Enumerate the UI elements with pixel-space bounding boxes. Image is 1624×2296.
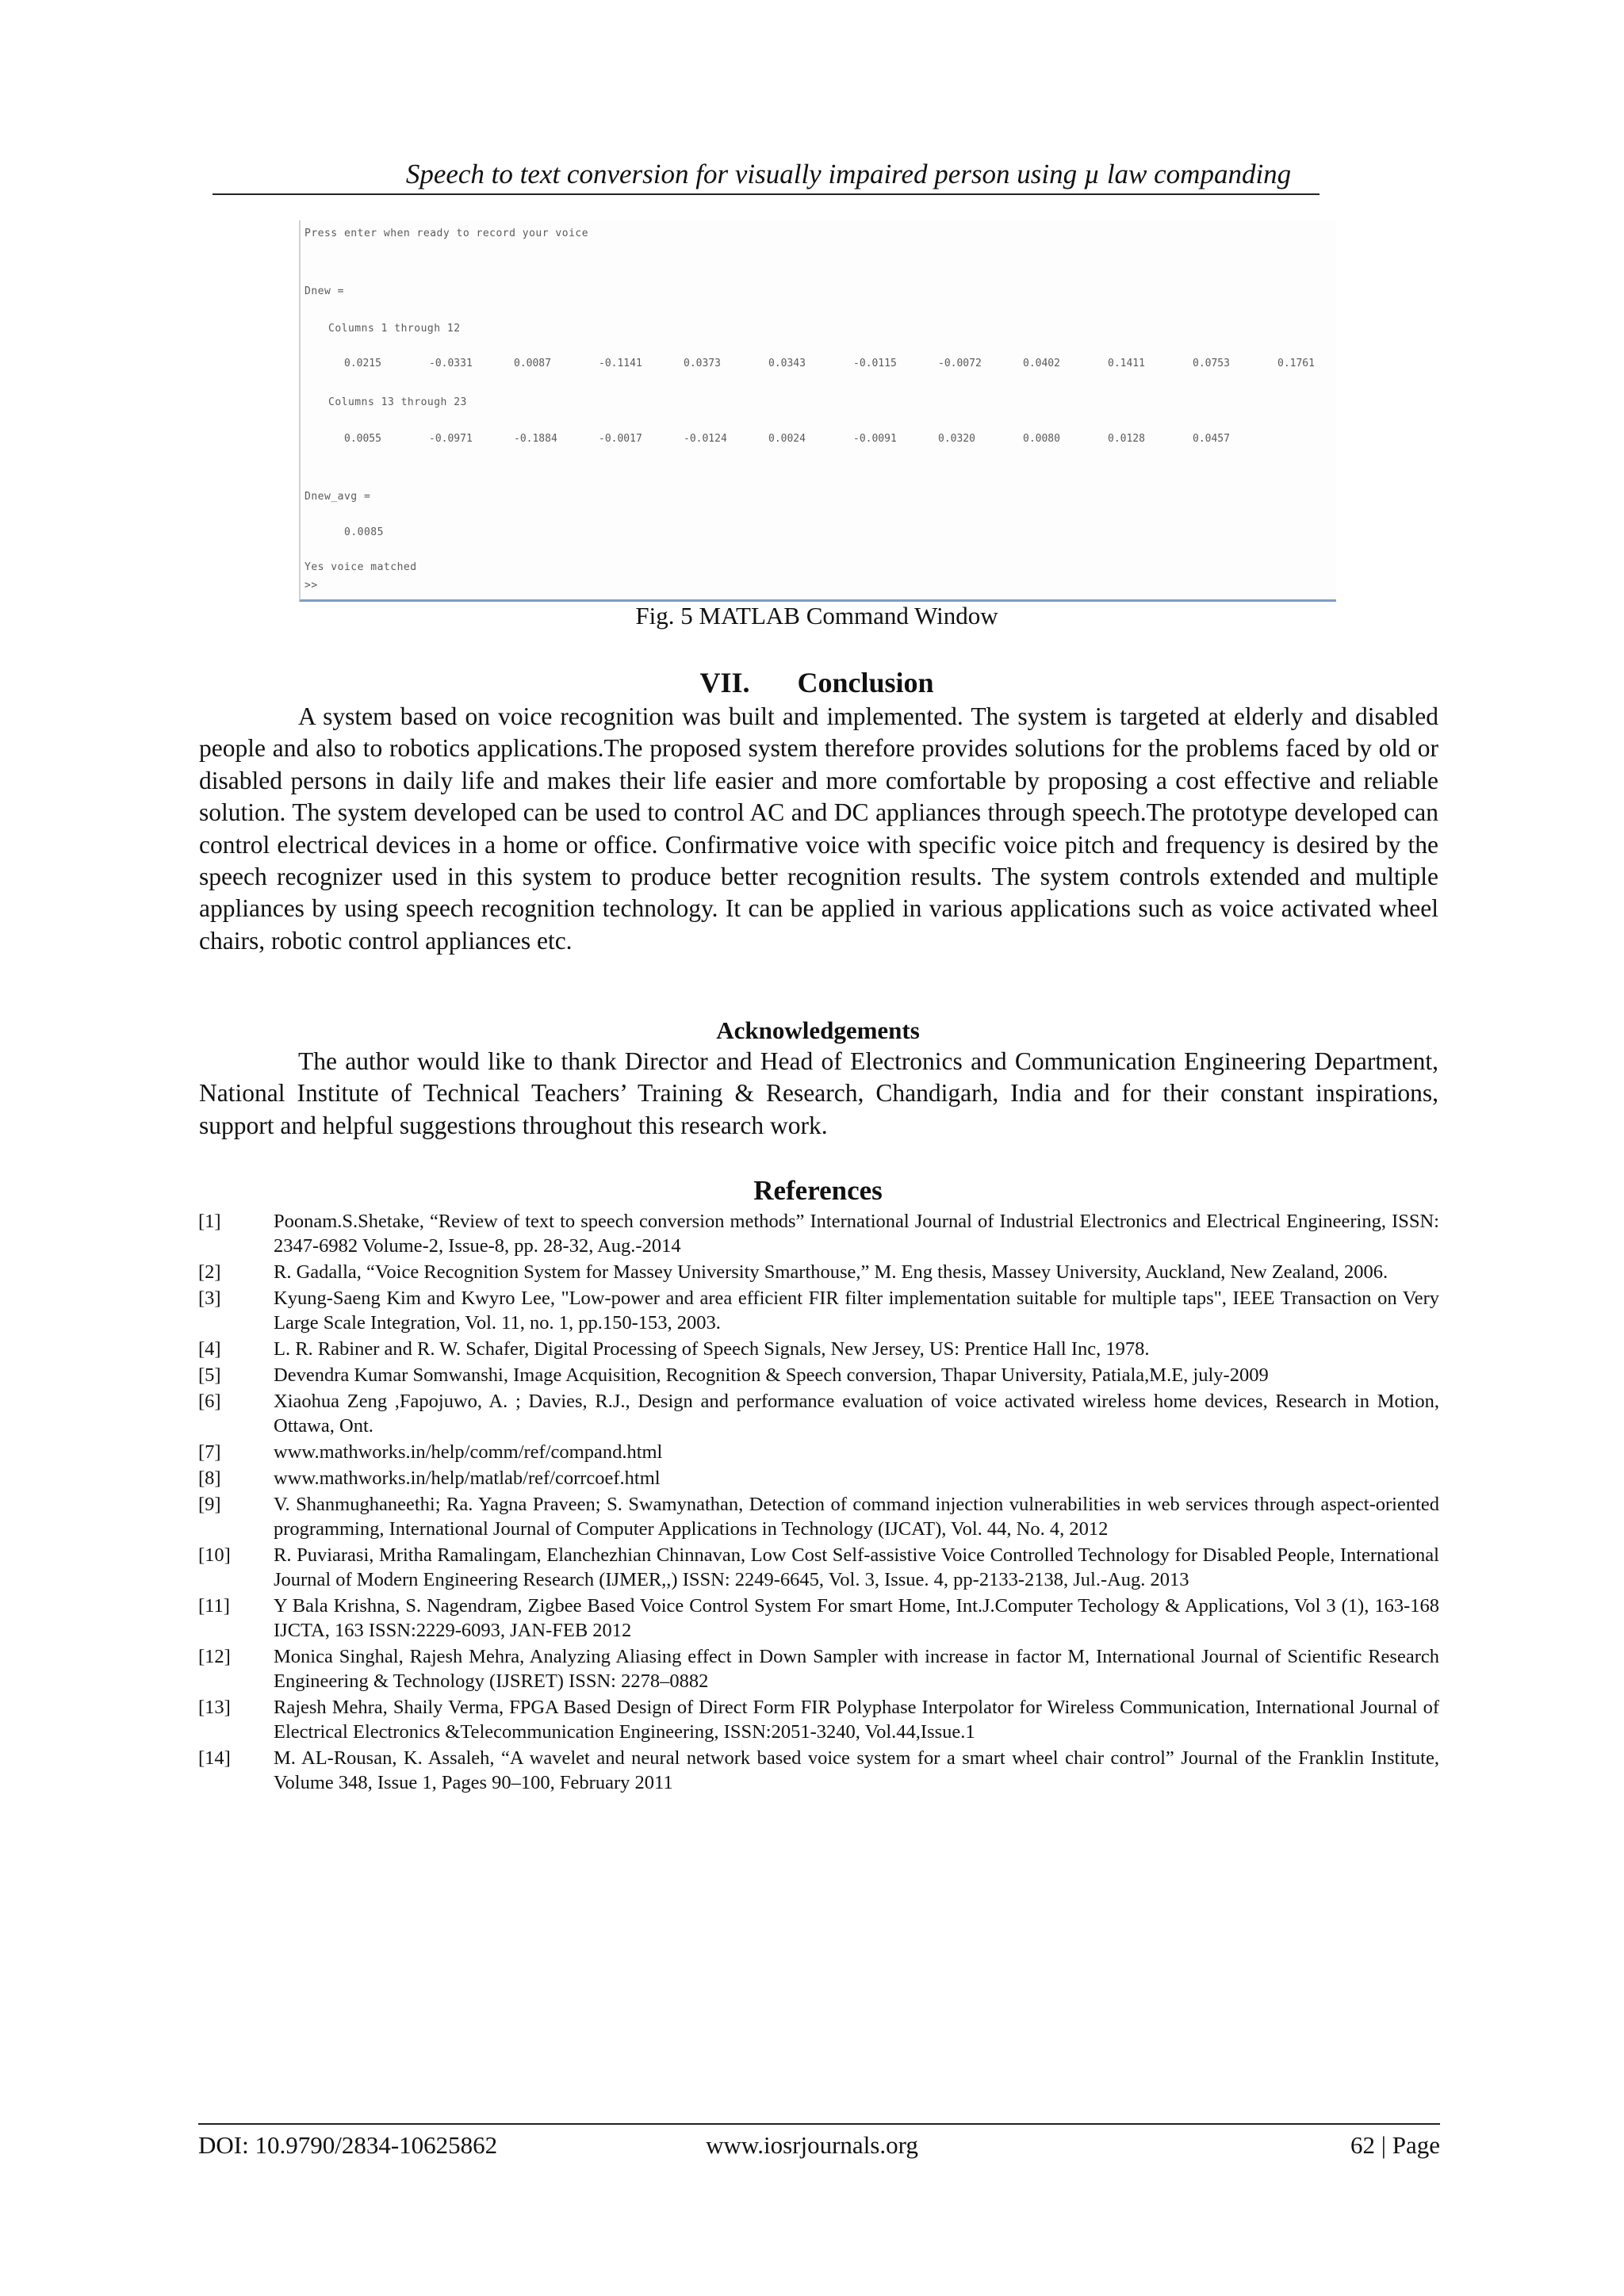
header-divider: [213, 193, 1320, 195]
matlab-value: 0.0457: [1193, 433, 1230, 445]
matlab-value: 0.0024: [768, 433, 806, 445]
matlab-value: -0.0017: [599, 433, 642, 445]
reference-item: [198, 1695, 1439, 1744]
reference-number: [1]: [198, 1211, 221, 1232]
matlab-value: -0.0115: [853, 358, 897, 369]
reference-item: [198, 1286, 1439, 1335]
footer-website: www.iosrjournals.org: [706, 2131, 918, 2159]
footer-page-number: 62 | Page: [1350, 2131, 1440, 2159]
reference-item: [198, 1594, 1439, 1643]
matlab-value: 0.0087: [514, 358, 551, 369]
reference-number: [9]: [198, 1494, 221, 1515]
reference-text: M. AL-Rousan, K. Assaleh, “A wavelet and neural network based voice system for a smart wheel chair control” Journal of the Franklin Institute, Volume 348, Issue 1, Pages 90–100, February 2011: [274, 1747, 1439, 1793]
reference-text: R. Gadalla, “Voice Recognition System for Massey University Smarthouse,” M. Eng thesis, Massey University, Auckland, New Zealand, 2006.: [274, 1261, 1388, 1283]
reference-item: [198, 1337, 1439, 1361]
reference-list: [198, 1209, 1439, 1797]
conclusion-paragraph: A system based on voice recognition was built and implemented. The system is targeted at elderly and disabled people and also to robotics applications.The proposed system therefore provides solutions for the problems faced by old or disabled persons in daily life and makes their life easier and more comfortable by proposing a cost effective and reliable solution. The system developed can be used to control AC and DC appliances through speech.The prototype developed can control electrical devices in a home or office. Confirmative voice with specific voice pitch and frequency is desired by the speech recognizer used in this system to produce better recognition results. The system controls extended and multiple appliances by using speech recognition technology. It can be applied in various applications such as voice activated wheel chairs, robotic control appliances etc.: [199, 702, 1438, 955]
matlab-value: 0.0373: [684, 358, 721, 369]
matlab-value: 0.0343: [768, 358, 806, 369]
matlab-prompt-line: Press enter when ready to record your voice: [304, 228, 589, 239]
matlab-value: 0.1761: [1277, 358, 1315, 369]
matlab-command-window-figure: [299, 220, 1336, 602]
reference-text: www.mathworks.in/help/matlab/ref/corrcoef.html: [274, 1468, 661, 1489]
conclusion-heading: [198, 663, 1435, 702]
reference-number: [14]: [198, 1747, 231, 1769]
reference-number: [3]: [198, 1288, 221, 1309]
reference-text: Monica Singhal, Rajesh Mehra, Analyzing Aliasing effect in Down Sampler with increase in factor M, International Journal of Scientific Research Engineering & Technology (IJSRET) ISSN: 2278–0882: [274, 1646, 1439, 1692]
reference-item: [198, 1746, 1439, 1795]
reference-item: [198, 1209, 1439, 1258]
matlab-value: 0.0215: [344, 358, 381, 369]
matlab-value: 0.0080: [1023, 433, 1060, 445]
reference-text: L. R. Rabiner and R. W. Schafer, Digital Processing of Speech Signals, New Jersey, US: Prentice Hall Inc, 1978.: [274, 1338, 1150, 1360]
matlab-value: -0.0331: [429, 358, 473, 369]
matlab-value: -0.1884: [514, 433, 557, 445]
reference-item: [198, 1440, 1439, 1464]
matlab-value: 0.0055: [344, 433, 381, 445]
acknowledgements-paragraph: The author would like to thank Director and Head of Electronics and Communication Engineering Department, National Institute of Technical Teachers’ Training & Research, Chandigarh, India and for their constant inspirations, support and helpful suggestions throughout this research work.: [199, 1047, 1438, 1139]
reference-number: [6]: [198, 1391, 221, 1412]
reference-text: R. Puviarasi, Mritha Ramalingam, Elanchezhian Chinnavan, Low Cost Self-assistive Voice Controlled Technology for Disabled People, International Journal of Modern Engineering Research (IJMER,,) ISSN: 2249-6645, Vol. 3, Issue. 4, pp-2133-2138, Jul.-Aug. 2013: [274, 1544, 1439, 1590]
matlab-value: -0.0124: [684, 433, 727, 445]
references-heading: References: [753, 1175, 883, 1206]
matlab-value: -0.0971: [429, 433, 473, 445]
reference-item: [198, 1644, 1439, 1693]
reference-item: [198, 1389, 1439, 1438]
matlab-dnew-label: Dnew =: [304, 285, 344, 297]
matlab-value: 0.1411: [1108, 358, 1145, 369]
matlab-value: 0.0320: [938, 433, 975, 445]
section-number: VII.: [699, 667, 750, 698]
reference-number: [11]: [198, 1595, 230, 1617]
matlab-cursor-prompt: >>: [304, 580, 318, 591]
matlab-result-line: Yes voice matched: [304, 561, 417, 573]
reference-item: [198, 1260, 1439, 1284]
reference-item: [198, 1543, 1439, 1592]
reference-number: [10]: [198, 1544, 231, 1566]
reference-number: [4]: [198, 1338, 221, 1360]
reference-text: Y Bala Krishna, S. Nagendram, Zigbee Based Voice Control System For smart Home, Int.J.Computer Techology & Applications, Vol 3 (1), 163-168 IJCTA, 163 ISSN:2229-6093, JAN-FEB 2012: [274, 1595, 1439, 1641]
matlab-avg-label: Dnew_avg =: [304, 491, 371, 503]
matlab-avg-value: 0.0085: [344, 526, 384, 538]
running-header-title: Speech to text conversion for visually impaired person using µ law companding: [405, 159, 1292, 189]
reference-number: [7]: [198, 1441, 221, 1463]
acknowledgements-heading: Acknowledgements: [716, 1016, 920, 1044]
reference-number: [5]: [198, 1364, 221, 1386]
matlab-columns-label-2: Columns 13 through 23: [328, 396, 467, 408]
matlab-value: 0.0402: [1023, 358, 1060, 369]
reference-number: [12]: [198, 1646, 231, 1667]
section-title: Conclusion: [797, 667, 934, 698]
reference-text: V. Shanmughaneethi; Ra. Yagna Praveen; S. Swamynathan, Detection of command injection vulnerabilities in web services through aspect-oriented programming, International Journal of Computer Applications in Technology (IJCAT), Vol. 44, No. 4, 2012: [274, 1494, 1439, 1540]
matlab-columns-label-1: Columns 1 through 12: [328, 323, 461, 335]
reference-number: [8]: [198, 1468, 221, 1489]
matlab-value: -0.0072: [938, 358, 982, 369]
reference-text: Xiaohua Zeng ,Fapojuwo, A. ; Davies, R.J., Design and performance evaluation of voice activated wireless home devices, Research in Motion, Ottawa, Ont.: [274, 1391, 1439, 1437]
reference-number: [2]: [198, 1261, 221, 1283]
reference-text: Devendra Kumar Somwanshi, Image Acquisition, Recognition & Speech conversion, Thapar University, Patiala,M.E, july-2009: [274, 1364, 1269, 1386]
reference-item: [198, 1363, 1439, 1387]
figure-caption: Fig. 5 MATLAB Command Window: [635, 602, 998, 629]
reference-text: Rajesh Mehra, Shaily Verma, FPGA Based Design of Direct Form FIR Polyphase Interpolator for Wireless Communication, International Journal of Electrical Electronics &Telecommunication Engineering, ISSN:2051-3240, Vol.44,Issue.1: [274, 1697, 1439, 1743]
matlab-value: 0.0128: [1108, 433, 1145, 445]
reference-text: Kyung-Saeng Kim and Kwyro Lee, "Low-power and area efficient FIR filter implementation suitable for multiple taps", IEEE Transaction on Very Large Scale Integration, Vol. 11, no. 1, pp.150-153, 2003.: [274, 1288, 1439, 1334]
reference-text: Poonam.S.Shetake, “Review of text to speech conversion methods” International Journal of Industrial Electronics and Electrical Engineering, ISSN: 2347-6982 Volume-2, Issue-8, pp. 28-32, Aug.-2014: [274, 1211, 1439, 1257]
reference-item: [198, 1492, 1439, 1541]
reference-number: [13]: [198, 1697, 231, 1718]
matlab-value: 0.0753: [1193, 358, 1230, 369]
matlab-value: -0.0091: [853, 433, 897, 445]
footer-doi: DOI: 10.9790/2834-10625862: [198, 2131, 498, 2159]
reference-item: [198, 1466, 1439, 1490]
matlab-value: -0.1141: [599, 358, 642, 369]
reference-text: www.mathworks.in/help/comm/ref/compand.html: [274, 1441, 663, 1463]
footer-divider: [198, 2123, 1440, 2125]
